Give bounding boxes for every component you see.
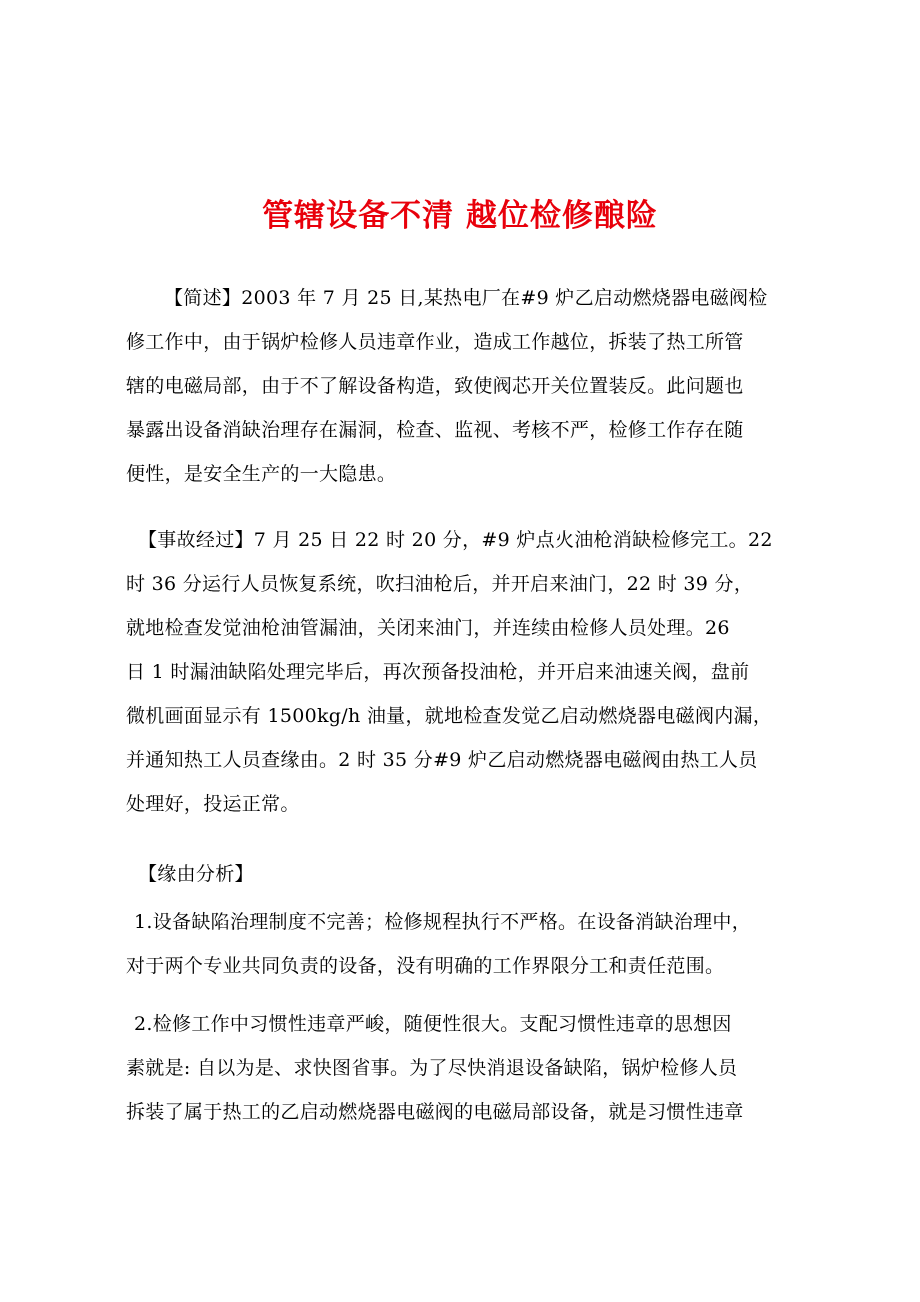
summary-line: 暴露出设备消缺治理存在漏洞，检查、监视、考核不严，检修工作存在随: [126, 419, 744, 441]
cause-item-1-line: 1.设备缺陷治理制度不完善；检修规程执行不严格。在设备消缺治理中，: [134, 911, 752, 933]
cause-item-2-line: 拆装了属于热工的乙启动燃烧器电磁阀的电磁局部设备，就是习惯性违章: [126, 1101, 744, 1123]
process-line: 就地检查发觉油枪油管漏油，关闭来油门，并连续由检修人员处理。26: [126, 617, 730, 639]
document-title: 管辖设备不清 越位检修酿险: [262, 198, 658, 234]
summary-paragraph: [126, 276, 822, 496]
process-line: 处理好，投运正常。: [126, 793, 300, 815]
cause-heading-text: 【缘由分析】: [138, 863, 254, 885]
summary-line: 【简述】2003 年 7 月 25 日,某热电厂在#9 炉乙启动燃烧器电磁阀检: [164, 287, 768, 309]
summary-line: 便性，是安全生产的一大隐患。: [126, 463, 397, 485]
cause-item-2-line: 素就是: 自以为是、求快图省事。为了尽快消退设备缺陷，锅炉检修人员: [126, 1057, 738, 1079]
process-line: 微机画面显示有 1500kg/h 油量，就地检查发觉乙启动燃烧器电磁阀内漏，: [126, 705, 773, 727]
cause-item-2: [126, 1002, 822, 1134]
summary-line: 修工作中，由于锅炉检修人员违章作业，造成工作越位，拆装了热工所管: [126, 331, 744, 353]
cause-item-1: [126, 900, 822, 988]
cause-item-2-line: 2.检修工作中习惯性违章严峻，随便性很大。支配习惯性违章的思想因: [134, 1013, 732, 1035]
incident-process-paragraph: [126, 518, 822, 826]
process-line: 时 36 分运行人员恢复系统，吹扫油枪后，并开启来油门，22 时 39 分，: [126, 573, 754, 595]
cause-item-1-line: 对于两个专业共同负责的设备，没有明确的工作界限分工和责任范围。: [126, 955, 725, 977]
cause-analysis-heading: [126, 852, 822, 896]
process-line: 日 1 时漏油缺陷处理完毕后，再次预备投油枪，并开启来油速关阀，盘前: [126, 661, 750, 683]
process-line: 并通知热工人员查缘由。2 时 35 分#9 炉乙启动燃烧器电磁阀由热工人员: [126, 749, 758, 771]
summary-line: 辖的电磁局部，由于不了解设备构造，致使阀芯开关位置装反。此问题也: [126, 375, 744, 397]
process-line: 【事故经过】7 月 25 日 22 时 20 分，#9 炉点火油枪消缺检修完工。22: [138, 529, 773, 551]
